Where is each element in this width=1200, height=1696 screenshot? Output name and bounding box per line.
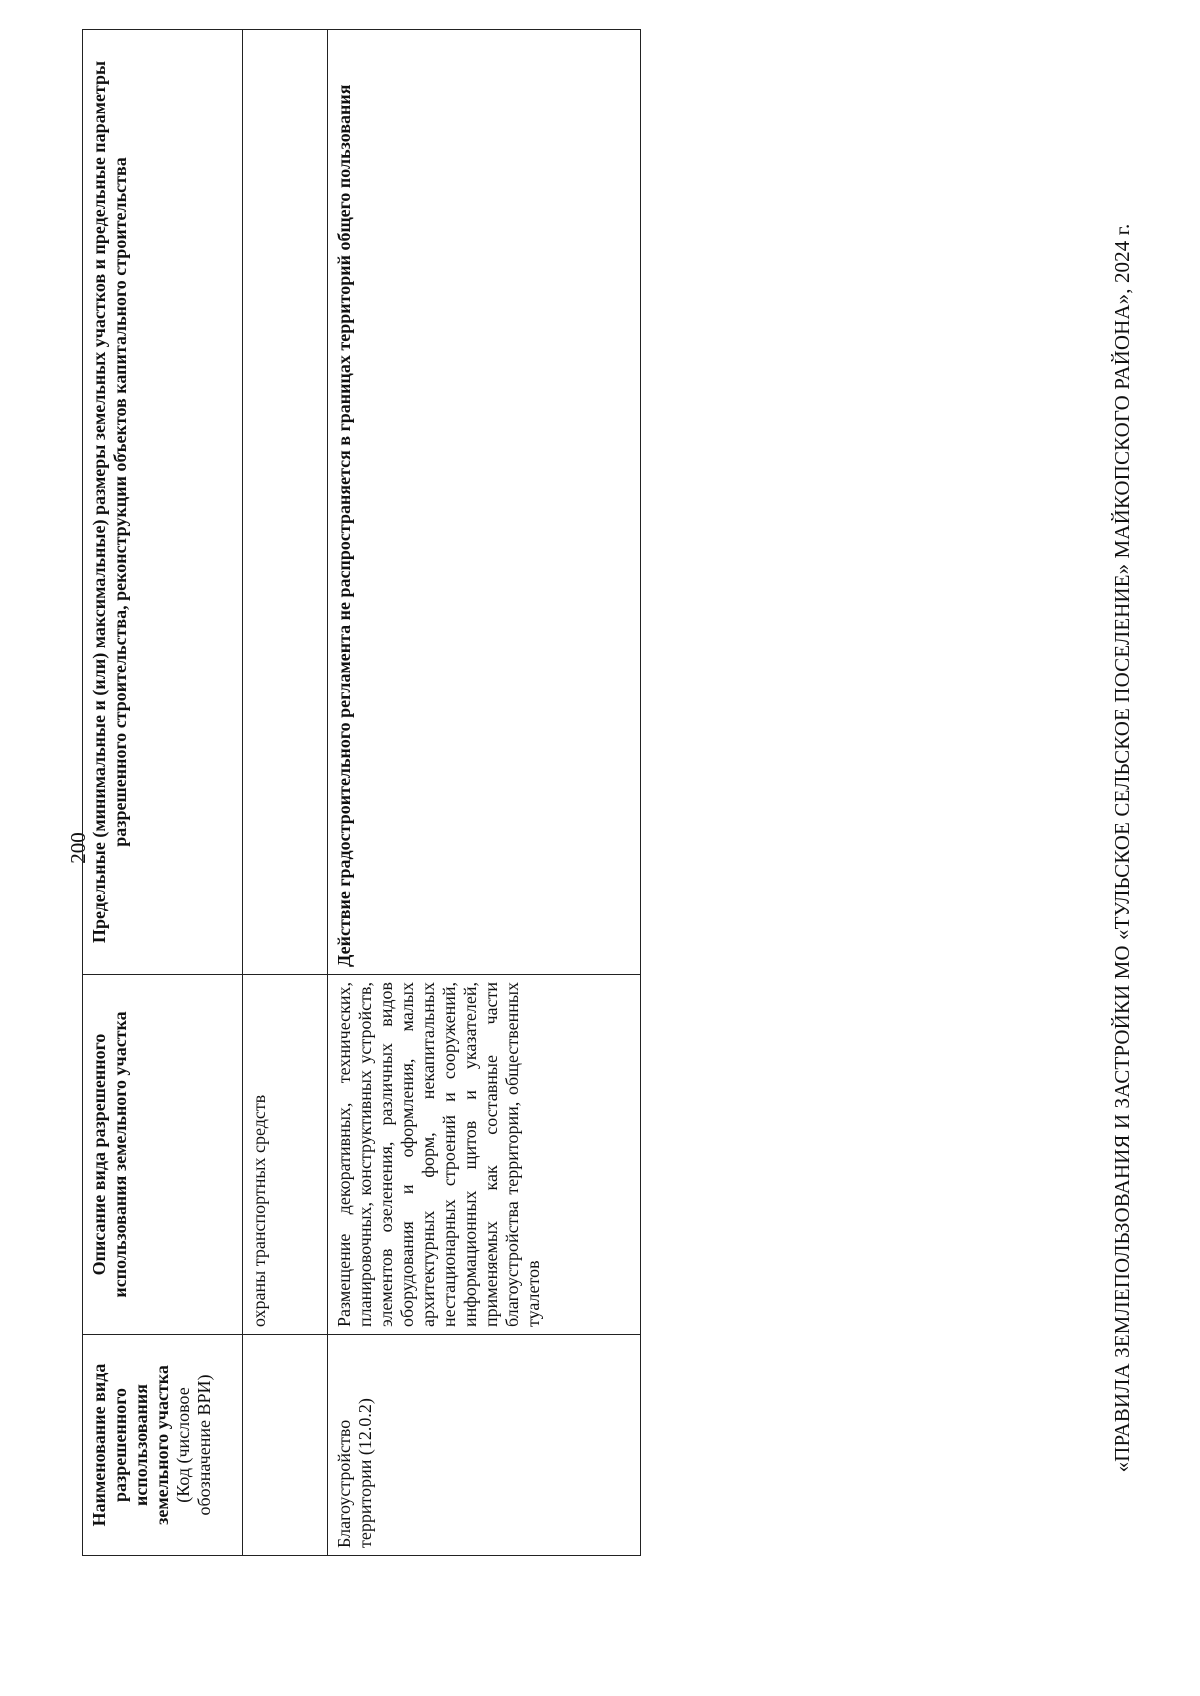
cell-use-description: Размещение декоративных, технических, планировочных, конструктивных устройств, элементов озеленения, различных видов оборудования и оформления, малых архитектурных форм, некапитальных нестационарных строений и сооружений, информационных щитов и указателей, применяемых как составные части благоустройства территории, общественных туалетов — [328, 975, 641, 1335]
cell-use-name: Благоустройство территории (12.0.2) — [328, 1335, 641, 1556]
header-use-description: Описание вида разрешенного использования земельного участка — [83, 975, 243, 1335]
cell-use-name — [243, 1335, 328, 1556]
table-header-row — [83, 30, 243, 1556]
page-number: 200 — [66, 832, 90, 864]
document-footer: «ПРАВИЛА ЗЕМЛЕПОЛЬЗОВАНИЯ И ЗАСТРОЙКИ МО «ТУЛЬСКОЕ СЕЛЬСКОЕ ПОСЕЛЕНИЕ» МАЙКОПСКОГО РАЙОНА», 2024 г. — [1110, 223, 1134, 1473]
header-use-name — [83, 1335, 243, 1556]
header-use-code-note: (Код (числовое обозначение ВРИ) — [173, 1374, 214, 1516]
table-row — [328, 30, 641, 1556]
cell-parameters: Действие градостроительного регламента не распространяется в границах территорий общего пользования — [328, 30, 641, 975]
cell-use-description: охраны транспортных средств — [243, 975, 328, 1335]
header-parameters: Предельные (минимальные и (или) максимальные) размеры земельных участков и предельные параметры разрешенного строительства, реконструкции объектов капитального строительства — [83, 30, 243, 975]
cell-parameters — [243, 30, 328, 975]
permitted-use-table — [82, 29, 641, 1556]
header-use-name-title: Наименование вида разрешенного использования земельного участка — [89, 1363, 172, 1527]
table-row — [243, 30, 328, 1556]
